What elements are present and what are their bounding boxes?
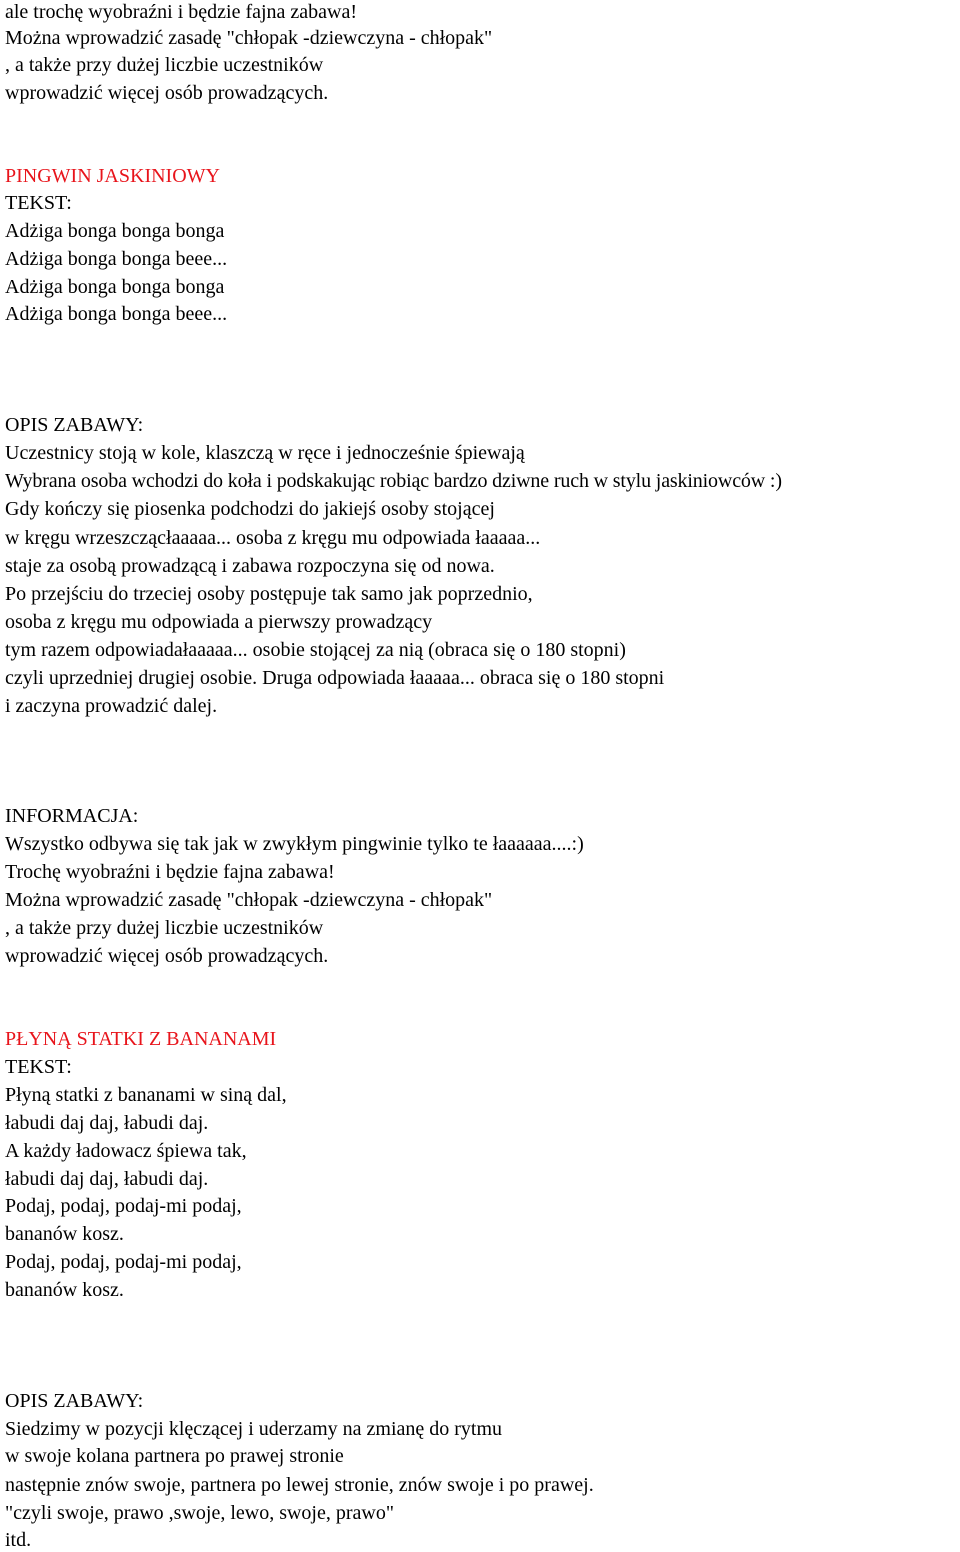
description-line: w swoje kolana partnera po prawej stronie [5, 1445, 344, 1467]
description-line: Po przejściu do trzeciej osoby postępuje tak samo jak poprzednio, [5, 583, 533, 605]
intro-line: ale trochę wyobraźni i będzie fajna zabawa! [5, 1, 358, 23]
description-line: i zaczyna prowadzić dalej. [5, 695, 218, 717]
lyric-line: bananów kosz. [5, 1223, 124, 1245]
lyric-line: Adżiga bonga bonga bonga [5, 276, 225, 298]
lyric-line: Adżiga bonga bonga bonga [5, 220, 225, 242]
description-line: następnie znów swoje, partnera po lewej stronie, znów swoje i po prawej. [5, 1474, 594, 1496]
lyric-line: łabudi daj daj, łabudi daj. [5, 1168, 209, 1190]
description-heading: OPIS ZABAWY: [5, 414, 144, 436]
intro-line: , a także przy dużej liczbie uczestników [5, 54, 324, 76]
description-line: Uczestnicy stoją w kole, klaszczą w ręce i jednocześnie śpiewają [5, 442, 525, 464]
description-line: czyli uprzedniej drugiej osobie. Druga odpowiada łaaaaa... obraca się o 180 stopni [5, 667, 665, 689]
info-heading: INFORMACJA: [5, 805, 139, 827]
section-title-statki: PŁYNĄ STATKI Z BANANAMI [5, 1028, 277, 1050]
description-line: Wybrana osoba wchodzi do koła i podskakując robiąc bardzo dziwne ruch w stylu jaskiniowców :) [5, 470, 782, 492]
lyric-line: Adżiga bonga bonga beee... [5, 303, 228, 325]
text-heading: TEKST: [5, 1056, 72, 1078]
description-line: osoba z kręgu mu odpowiada a pierwszy prowadzący [5, 611, 433, 633]
info-line: Trochę wyobraźni i będzie fajna zabawa! [5, 861, 335, 883]
info-line: , a także przy dużej liczbie uczestników [5, 917, 324, 939]
description-line: itd. [5, 1529, 32, 1551]
lyric-line: Płyną statki z bananami w siną dal, [5, 1084, 287, 1106]
description-heading: OPIS ZABAWY: [5, 1390, 144, 1412]
lyric-line: Podaj, podaj, podaj-mi podaj, [5, 1251, 242, 1273]
description-line: "czyli swoje, prawo ,swoje, lewo, swoje, prawo" [5, 1502, 395, 1524]
intro-line: Można wprowadzić zasadę "chłopak -dziewczyna - chłopak" [5, 27, 493, 49]
lyric-line: Podaj, podaj, podaj-mi podaj, [5, 1195, 242, 1217]
info-line: wprowadzić więcej osób prowadzących. [5, 945, 329, 967]
lyric-line: A każdy ładowacz śpiewa tak, [5, 1140, 247, 1162]
description-line: Gdy kończy się piosenka podchodzi do jakiejś osoby stojącej [5, 498, 495, 520]
text-heading: TEKST: [5, 192, 72, 214]
description-line: staje za osobą prowadzącą i zabawa rozpoczyna się od nowa. [5, 555, 495, 577]
lyric-line: bananów kosz. [5, 1279, 124, 1301]
description-line: w kręgu wrzeszczącłaaaaa... osoba z kręgu mu odpowiada łaaaaa... [5, 527, 541, 549]
info-line: Można wprowadzić zasadę "chłopak -dziewczyna - chłopak" [5, 889, 493, 911]
intro-line: wprowadzić więcej osób prowadzących. [5, 82, 329, 104]
info-line: Wszystko odbywa się tak jak w zwykłym pingwinie tylko te łaaaaaa....:) [5, 833, 584, 855]
description-line: tym razem odpowiadałaaaaa... osobie stojącej za nią (obraca się o 180 stopni) [5, 639, 626, 661]
lyric-line: Adżiga bonga bonga beee... [5, 248, 228, 270]
lyric-line: łabudi daj daj, łabudi daj. [5, 1112, 209, 1134]
description-line: Siedzimy w pozycji klęczącej i uderzamy na zmianę do rytmu [5, 1418, 503, 1440]
section-title-pingwin: PINGWIN JASKINIOWY [5, 165, 220, 187]
